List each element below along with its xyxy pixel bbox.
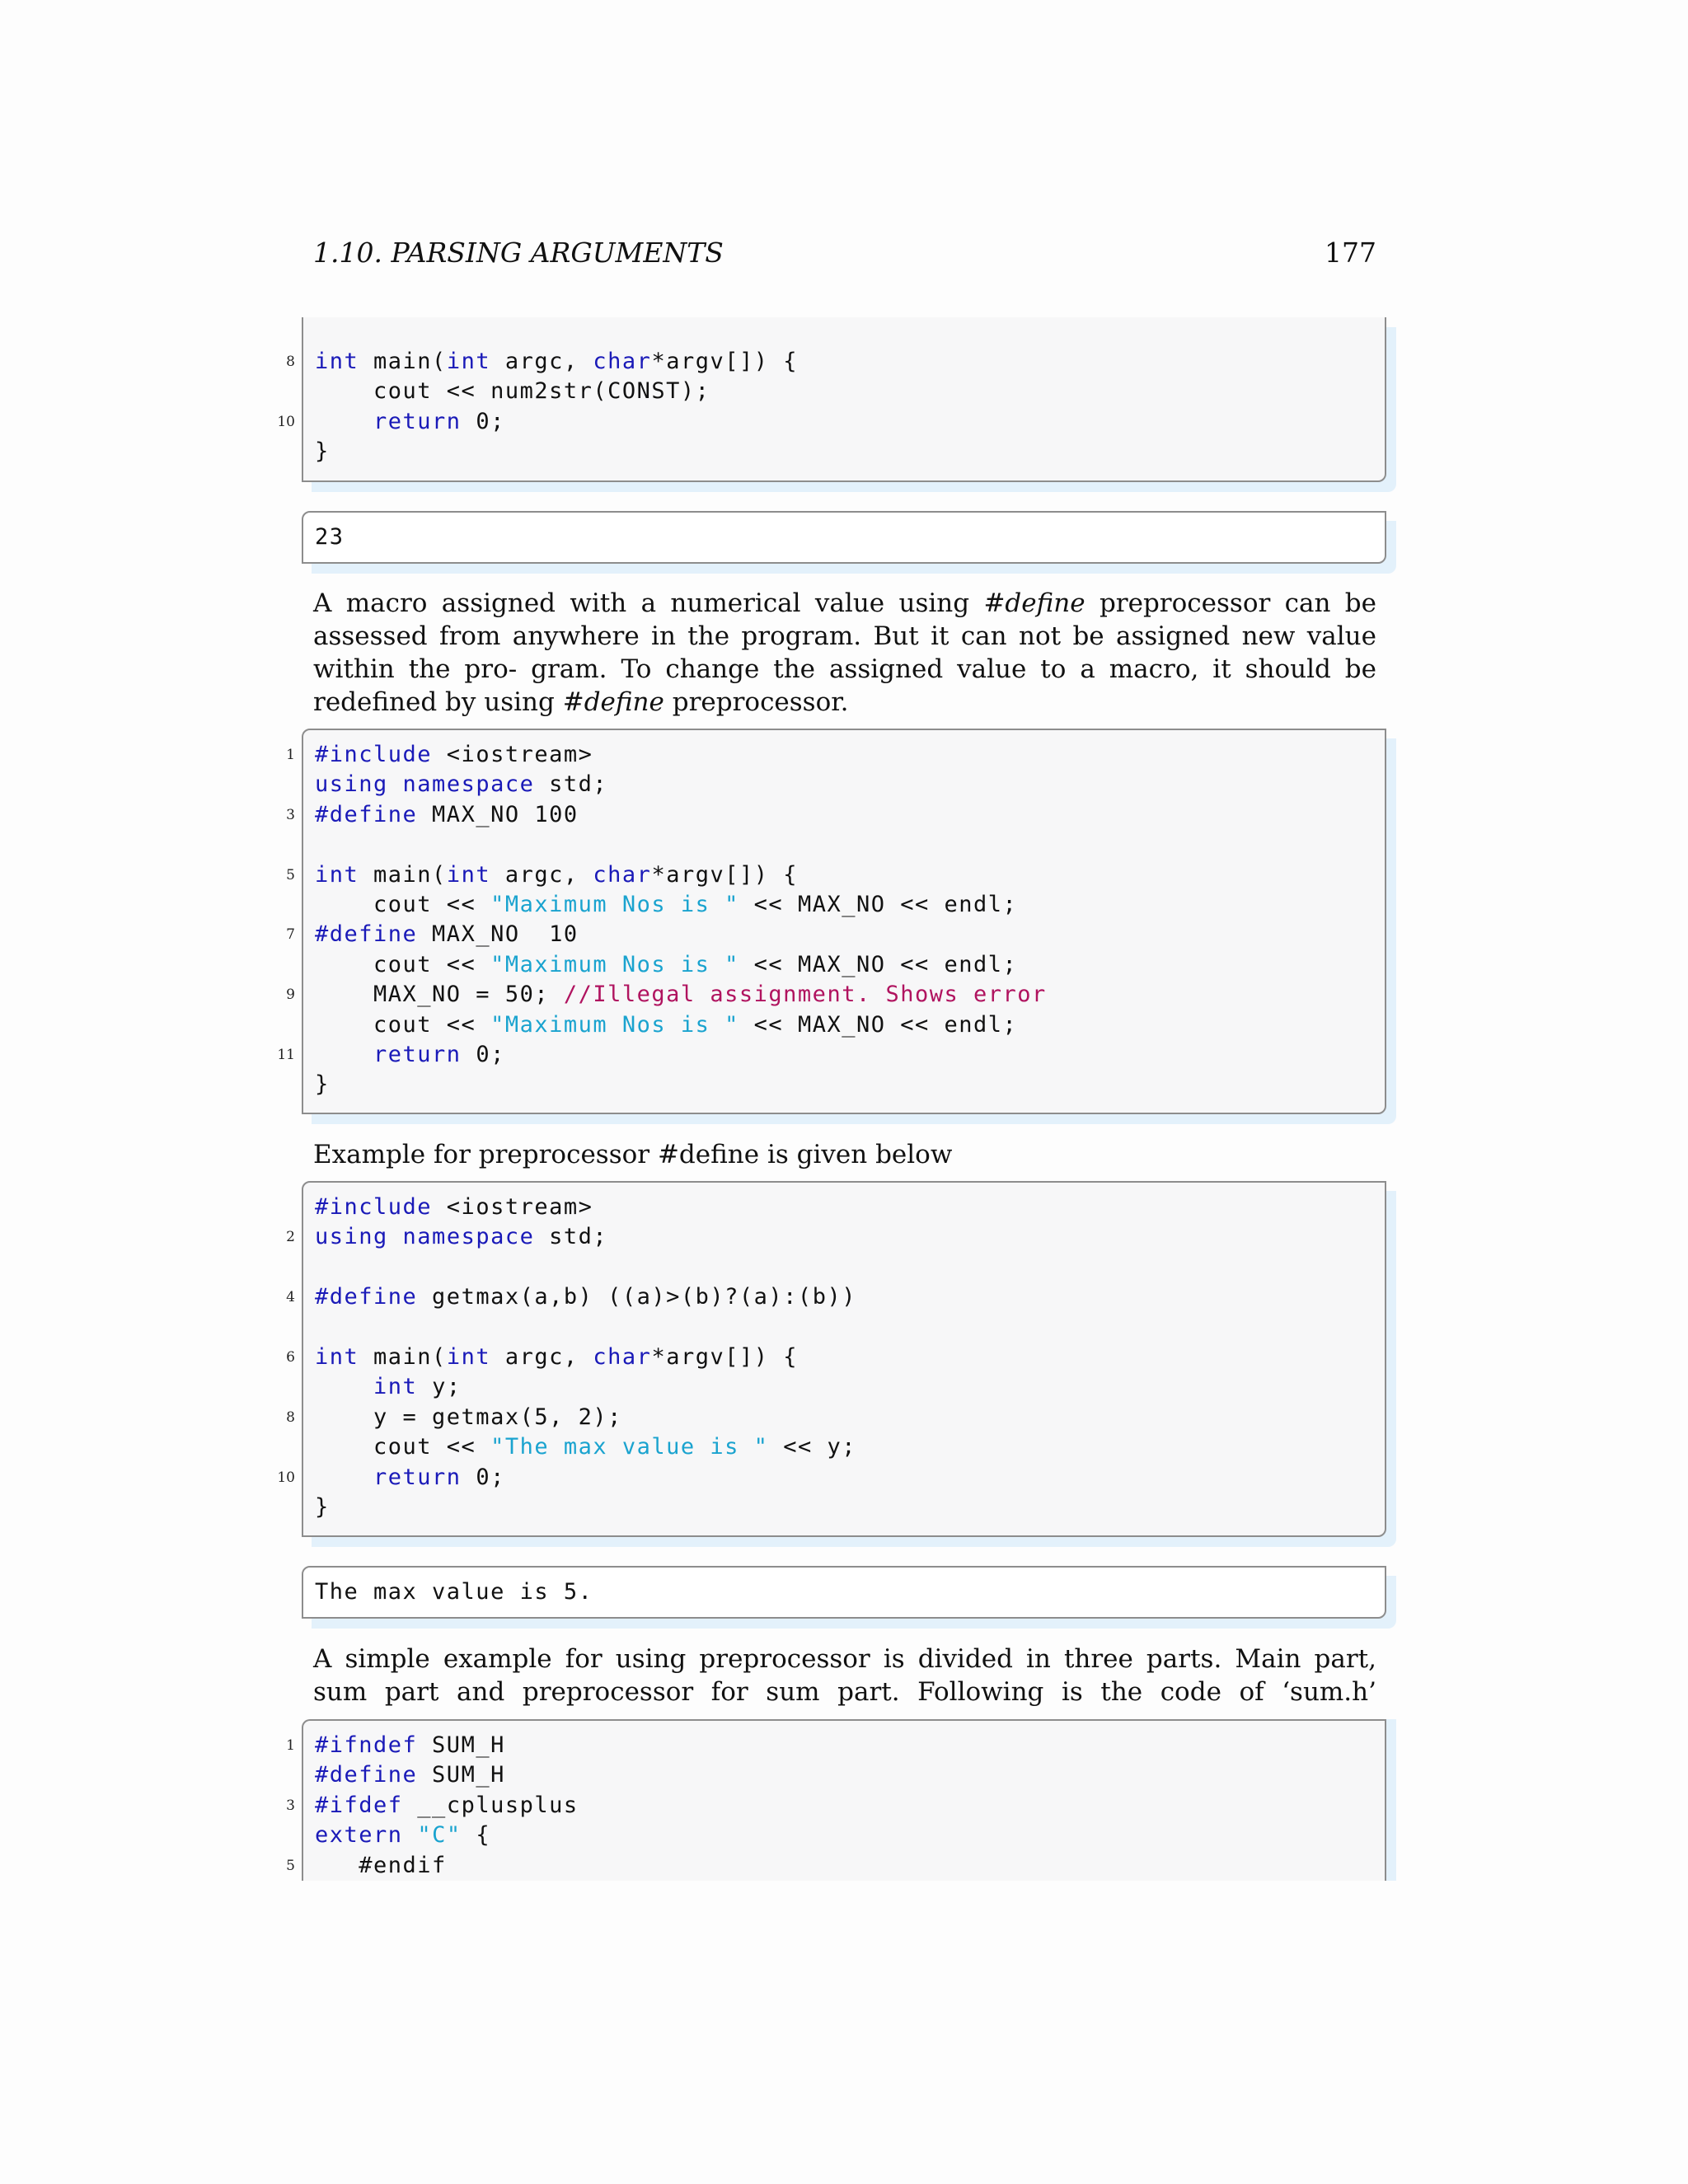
code-line bbox=[286, 980, 1375, 1010]
code-token: argc, bbox=[490, 1344, 593, 1370]
code-token: int bbox=[446, 861, 491, 888]
line-number: 8 bbox=[286, 1408, 295, 1426]
code-line bbox=[286, 860, 1375, 890]
code-line bbox=[303, 1313, 1375, 1343]
code-line bbox=[303, 830, 1375, 860]
code-text bbox=[315, 950, 1017, 980]
code-token: } bbox=[315, 1071, 330, 1098]
code-token: << MAX_NO << endl; bbox=[738, 1011, 1018, 1038]
code-line bbox=[303, 1372, 1375, 1402]
code-token: *argv[]) { bbox=[651, 1344, 798, 1370]
code-token: return bbox=[373, 1464, 462, 1490]
code-token: main( bbox=[359, 349, 447, 374]
code-token: << y; bbox=[768, 1434, 856, 1460]
code-token: cout << bbox=[315, 951, 491, 977]
code-text bbox=[315, 1193, 593, 1222]
code-text bbox=[315, 347, 798, 377]
line-number: 1 bbox=[286, 747, 295, 763]
code-text bbox=[315, 1222, 607, 1252]
code-line bbox=[303, 1253, 1375, 1282]
paragraph-define-example bbox=[313, 1138, 1376, 1171]
code-token: int bbox=[315, 1344, 359, 1370]
line-number: 7 bbox=[286, 926, 295, 944]
code-text bbox=[315, 1282, 856, 1312]
code-token: SUM_H bbox=[417, 1732, 505, 1758]
code-text bbox=[315, 1343, 798, 1372]
code-listing-3 bbox=[277, 1181, 1386, 1537]
code-token: <iostream> bbox=[432, 1194, 593, 1220]
code-token: #endif bbox=[315, 1852, 447, 1878]
code-token: return bbox=[373, 408, 462, 434]
code-text bbox=[315, 740, 593, 770]
code-token: #ifdef bbox=[315, 1792, 403, 1818]
code-token: argc, bbox=[490, 861, 593, 888]
code-token: 0; bbox=[461, 1464, 505, 1490]
line-number: 10 bbox=[277, 1469, 295, 1486]
code-token: SUM_H bbox=[417, 1762, 505, 1788]
code-token: argc, bbox=[490, 349, 593, 374]
code-token: "C" bbox=[417, 1822, 462, 1849]
code-token: main( bbox=[359, 861, 447, 888]
code-listing-2 bbox=[277, 729, 1386, 1114]
code-token: cout << bbox=[315, 1011, 491, 1038]
code-token: } bbox=[315, 438, 330, 465]
line-number: 11 bbox=[277, 1047, 295, 1063]
code-line bbox=[277, 1040, 1375, 1070]
code-line bbox=[303, 1493, 1375, 1522]
code-text bbox=[315, 1821, 490, 1850]
code-line bbox=[303, 437, 1375, 466]
code-text bbox=[315, 1403, 622, 1432]
code-text bbox=[315, 407, 505, 437]
code-line bbox=[286, 1403, 1375, 1432]
code-text bbox=[315, 1372, 462, 1402]
code-token bbox=[388, 771, 403, 797]
code-token: extern bbox=[315, 1822, 403, 1849]
code-token: 23 bbox=[315, 524, 345, 550]
paragraph-text: preprocessor. bbox=[663, 687, 849, 717]
paragraph-text: Example for preprocessor #define is given below bbox=[313, 1140, 953, 1169]
code-token: "Maximum Nos is " bbox=[490, 951, 739, 977]
code-token: int bbox=[315, 861, 359, 888]
code-text bbox=[315, 1432, 856, 1462]
code-text bbox=[315, 1791, 579, 1821]
code-text bbox=[315, 1851, 447, 1881]
line-number: 5 bbox=[286, 1857, 295, 1874]
code-token: y; bbox=[417, 1374, 462, 1400]
code-token: << MAX_NO << endl; bbox=[738, 892, 1018, 917]
code-token: __cplusplus bbox=[402, 1792, 579, 1818]
code-line bbox=[303, 1760, 1375, 1790]
code-token: #include bbox=[315, 742, 433, 767]
code-token: #define bbox=[315, 921, 418, 948]
code-token: using bbox=[315, 1224, 388, 1250]
code-text bbox=[315, 1070, 330, 1099]
code-line bbox=[286, 920, 1375, 949]
code-text bbox=[315, 437, 330, 466]
line-number: 4 bbox=[286, 1289, 295, 1306]
code-token: The max value is 5. bbox=[315, 1579, 593, 1605]
code-token: int bbox=[315, 349, 359, 374]
line-number: 8 bbox=[286, 354, 295, 370]
code-token: using bbox=[315, 771, 388, 798]
code-line bbox=[286, 800, 1375, 830]
code-line bbox=[277, 407, 1375, 437]
code-token: << MAX_NO << endl; bbox=[738, 951, 1018, 977]
code-token: "Maximum Nos is " bbox=[490, 1011, 739, 1038]
code-text bbox=[315, 1493, 330, 1522]
code-token: cout << bbox=[315, 892, 491, 917]
code-token bbox=[315, 1374, 373, 1399]
code-token: { bbox=[461, 1822, 491, 1849]
code-text bbox=[315, 1731, 505, 1760]
code-line bbox=[303, 523, 1375, 552]
code-token: int bbox=[373, 1374, 418, 1400]
code-token: char bbox=[593, 349, 652, 374]
code-token: main( bbox=[359, 1344, 447, 1370]
code-line bbox=[286, 1222, 1375, 1252]
code-token: } bbox=[315, 1494, 330, 1520]
code-token: 0; bbox=[461, 408, 505, 434]
code-line bbox=[303, 1432, 1375, 1462]
line-number: 6 bbox=[286, 1349, 295, 1366]
paragraph-text: #define bbox=[983, 588, 1085, 618]
code-line bbox=[286, 347, 1375, 377]
code-token bbox=[388, 1224, 403, 1249]
code-token: getmax(a,b) ((a)>(b)?(a):(b)) bbox=[417, 1284, 856, 1310]
line-number: 3 bbox=[286, 806, 295, 823]
code-text bbox=[315, 523, 345, 552]
code-token: namespace bbox=[402, 771, 535, 798]
line-number: 2 bbox=[286, 1229, 295, 1246]
code-text bbox=[315, 1463, 505, 1493]
code-line bbox=[286, 740, 1375, 770]
code-token: char bbox=[593, 861, 652, 888]
line-number: 1 bbox=[286, 1737, 295, 1754]
paragraph-text: preprocessor can be assessed from anywhere in the program. But it can not be assigned new value within the pro- gram. To change the assigned value to a macro, it should be redefined by using bbox=[313, 588, 1376, 717]
code-token bbox=[315, 1042, 373, 1067]
code-line bbox=[303, 1577, 1375, 1607]
code-line bbox=[277, 1463, 1375, 1493]
code-text bbox=[315, 1760, 505, 1790]
code-text bbox=[315, 770, 607, 799]
code-token: std; bbox=[534, 1224, 608, 1250]
page-number: 177 bbox=[1325, 237, 1376, 269]
code-token: char bbox=[593, 1344, 652, 1370]
code-text bbox=[315, 920, 579, 949]
line-number: 5 bbox=[286, 866, 295, 883]
paragraph-text: #define bbox=[562, 687, 664, 717]
paragraph-text: A macro assigned with a numerical value using bbox=[313, 588, 984, 618]
code-line bbox=[303, 950, 1375, 980]
code-token: *argv[]) { bbox=[651, 861, 798, 888]
code-line bbox=[303, 890, 1375, 920]
code-token: int bbox=[446, 1344, 491, 1370]
code-token: return bbox=[373, 1042, 462, 1067]
code-text bbox=[315, 1040, 505, 1070]
code-token: namespace bbox=[402, 1224, 535, 1250]
code-token: #ifndef bbox=[315, 1732, 418, 1758]
code-token: "Maximum Nos is " bbox=[490, 892, 739, 917]
code-line bbox=[303, 1010, 1375, 1040]
code-token: cout << num2str(CONST); bbox=[315, 378, 710, 405]
running-header bbox=[313, 237, 1376, 269]
code-text bbox=[315, 800, 579, 830]
code-line bbox=[286, 1343, 1375, 1372]
output-box-1 bbox=[302, 511, 1386, 564]
code-token: "The max value is " bbox=[490, 1434, 769, 1460]
code-line bbox=[286, 1282, 1375, 1312]
code-token: #define bbox=[315, 1284, 418, 1310]
code-text bbox=[315, 1577, 593, 1607]
code-token: *argv[]) { bbox=[651, 349, 798, 374]
code-line bbox=[303, 377, 1375, 406]
code-token: MAX_NO 10 bbox=[417, 921, 579, 948]
paragraph-text: A simple example for using preprocessor is divided in three parts. Main part, sum part and preprocessor for sum part. Following is the code of ‘sum.h’ bbox=[313, 1644, 1376, 1707]
code-token: MAX_NO 100 bbox=[417, 801, 579, 827]
code-token bbox=[315, 409, 373, 434]
code-text bbox=[315, 980, 1047, 1010]
code-line bbox=[303, 1193, 1375, 1222]
code-line bbox=[286, 1791, 1375, 1821]
code-token: #include bbox=[315, 1194, 433, 1220]
code-token: std; bbox=[534, 771, 608, 798]
code-token: <iostream> bbox=[432, 742, 593, 767]
code-line bbox=[303, 770, 1375, 799]
code-token: y = getmax(5, 2); bbox=[315, 1404, 622, 1430]
code-token bbox=[315, 1465, 373, 1490]
code-line bbox=[303, 1070, 1375, 1099]
code-line bbox=[286, 1851, 1375, 1881]
code-token: #define bbox=[315, 801, 418, 827]
paragraph-macro-redefine bbox=[313, 587, 1376, 719]
output-box-2 bbox=[302, 1566, 1386, 1619]
code-token: cout << bbox=[315, 1434, 491, 1460]
code-line bbox=[303, 1821, 1375, 1850]
code-text bbox=[315, 1010, 1017, 1040]
code-listing-1 bbox=[277, 317, 1386, 482]
line-number: 9 bbox=[286, 987, 295, 1004]
line-number: 3 bbox=[286, 1797, 295, 1814]
code-listing-4 bbox=[286, 1719, 1386, 1881]
line-number: 10 bbox=[277, 413, 295, 430]
code-line bbox=[286, 1731, 1375, 1760]
code-token bbox=[403, 1822, 418, 1848]
code-token: 0; bbox=[461, 1042, 505, 1067]
paragraph-sum-example bbox=[313, 1643, 1376, 1708]
code-token: //Illegal assignment. Shows error bbox=[563, 982, 1047, 1008]
code-text bbox=[315, 377, 710, 406]
code-token: MAX_NO = 50; bbox=[315, 982, 564, 1008]
code-text bbox=[315, 860, 798, 890]
code-token: #define bbox=[315, 1762, 418, 1788]
code-text bbox=[315, 890, 1017, 920]
section-title: 1.10. PARSING ARGUMENTS bbox=[313, 237, 724, 269]
code-token: int bbox=[446, 349, 491, 374]
